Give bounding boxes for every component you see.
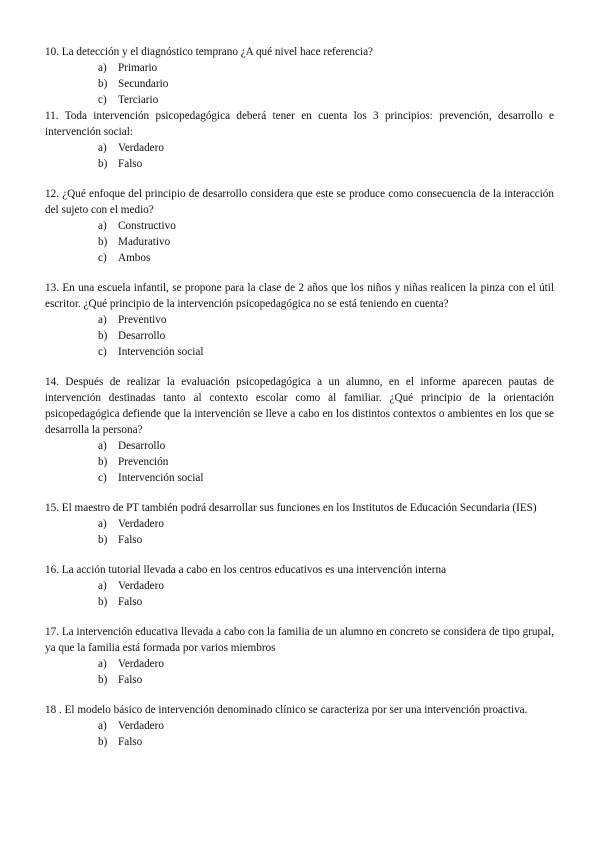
option-label: Desarrollo bbox=[118, 440, 166, 452]
option-label: Falso bbox=[118, 596, 143, 608]
option-label: Verdadero bbox=[118, 720, 164, 732]
option-label: Verdadero bbox=[118, 580, 164, 592]
option-letter: c) bbox=[98, 252, 107, 264]
question-15 bbox=[45, 500, 554, 548]
spacer bbox=[45, 360, 554, 374]
options-list bbox=[45, 718, 554, 750]
option-letter: c) bbox=[98, 472, 107, 484]
option-letter: c) bbox=[98, 346, 107, 358]
option-label: Prevención bbox=[118, 456, 169, 468]
option-letter: a) bbox=[98, 518, 107, 530]
option-c bbox=[45, 92, 554, 108]
option-letter: b) bbox=[98, 236, 108, 248]
question-text: 18 . El modelo básico de intervención denominado clínico se caracteriza por ser una intervención proactiva. bbox=[45, 704, 528, 716]
option-a bbox=[45, 718, 554, 734]
option-label: Madurativo bbox=[118, 236, 171, 248]
option-label: Preventivo bbox=[118, 314, 167, 326]
option-c bbox=[45, 250, 554, 266]
question-text: 13. En una escuela infantil, se propone para la clase de 2 años que los niños y niñas realicen la pinza con el útil escritor. ¿Qué principio de la intervención psicopedagógica no se está teniendo en cuenta? bbox=[45, 282, 554, 310]
option-a bbox=[45, 656, 554, 672]
option-letter: b) bbox=[98, 736, 108, 748]
option-label: Falso bbox=[118, 674, 143, 686]
option-letter: a) bbox=[98, 720, 107, 732]
question-18 bbox=[45, 702, 554, 750]
option-b bbox=[45, 328, 554, 344]
option-letter: a) bbox=[98, 658, 107, 670]
option-letter: a) bbox=[98, 62, 107, 74]
options-list bbox=[45, 312, 554, 360]
spacer bbox=[45, 486, 554, 500]
option-letter: b) bbox=[98, 158, 108, 170]
spacer bbox=[45, 172, 554, 186]
option-letter: a) bbox=[98, 220, 107, 232]
question-12 bbox=[45, 186, 554, 266]
option-b bbox=[45, 734, 554, 750]
option-a bbox=[45, 60, 554, 76]
option-label: Verdadero bbox=[118, 658, 164, 670]
option-b bbox=[45, 76, 554, 92]
options-list bbox=[45, 438, 554, 486]
option-c bbox=[45, 470, 554, 486]
option-letter: b) bbox=[98, 674, 108, 686]
options-list bbox=[45, 578, 554, 610]
option-label: Terciario bbox=[118, 94, 159, 106]
spacer bbox=[45, 610, 554, 624]
option-label: Falso bbox=[118, 736, 143, 748]
option-letter: a) bbox=[98, 580, 107, 592]
question-text: 11. Toda intervención psicopedagógica deberá tener en cuenta los 3 principios: prevención, desarrollo e intervención social: bbox=[45, 110, 554, 138]
option-label: Falso bbox=[118, 534, 143, 546]
option-letter: a) bbox=[98, 142, 107, 154]
option-b bbox=[45, 594, 554, 610]
option-a bbox=[45, 578, 554, 594]
question-text: 10. La detección y el diagnóstico temprano ¿A qué nivel hace referencia? bbox=[45, 46, 374, 58]
option-a bbox=[45, 438, 554, 454]
option-letter: b) bbox=[98, 456, 108, 468]
option-c bbox=[45, 344, 554, 360]
options-list bbox=[45, 60, 554, 108]
options-list bbox=[45, 656, 554, 688]
option-a bbox=[45, 218, 554, 234]
options-list bbox=[45, 218, 554, 266]
option-label: Desarrollo bbox=[118, 330, 166, 342]
option-letter: b) bbox=[98, 534, 108, 546]
question-text: 12. ¿Qué enfoque del principio de desarrollo considera que este se produce como consecuencia de la interacción del sujeto con el medio? bbox=[45, 188, 554, 216]
options-list bbox=[45, 516, 554, 548]
option-label: Intervención social bbox=[118, 472, 204, 484]
document-page bbox=[45, 44, 554, 750]
option-letter: c) bbox=[98, 94, 107, 106]
spacer bbox=[45, 266, 554, 280]
question-text: 14. Después de realizar la evaluación psicopedagógica a un alumno, en el informe aparecen pautas de intervención destinadas tanto al contexto escolar como al familiar. ¿Qué principio de la orientación psicopedagógica defiende que la intervención se lleve a cabo en los distintos contextos o ambientes en los que se desarrolla la persona? bbox=[45, 376, 554, 436]
option-b bbox=[45, 454, 554, 470]
question-14 bbox=[45, 374, 554, 486]
option-label: Falso bbox=[118, 158, 143, 170]
option-letter: b) bbox=[98, 78, 108, 90]
option-b bbox=[45, 234, 554, 250]
question-13 bbox=[45, 280, 554, 360]
option-a bbox=[45, 312, 554, 328]
option-b bbox=[45, 156, 554, 172]
options-list bbox=[45, 140, 554, 172]
option-letter: b) bbox=[98, 596, 108, 608]
option-b bbox=[45, 672, 554, 688]
question-text: 17. La intervención educativa llevada a cabo con la familia de un alumno en concreto se considera de tipo grupal, ya que la familia está formada por varios miembros bbox=[45, 626, 554, 654]
question-text: 15. El maestro de PT también podrá desarrollar sus funciones en los Institutos de Educación Secundaria (IES) bbox=[45, 502, 537, 514]
option-label: Secundario bbox=[118, 78, 169, 90]
option-letter: a) bbox=[98, 440, 107, 452]
option-letter: a) bbox=[98, 314, 107, 326]
option-label: Primario bbox=[118, 62, 158, 74]
option-b bbox=[45, 532, 554, 548]
spacer bbox=[45, 548, 554, 562]
option-label: Verdadero bbox=[118, 142, 164, 154]
option-a bbox=[45, 516, 554, 532]
question-17 bbox=[45, 624, 554, 688]
option-label: Verdadero bbox=[118, 518, 164, 530]
question-11 bbox=[45, 108, 554, 172]
question-16 bbox=[45, 562, 554, 610]
option-label: Intervención social bbox=[118, 346, 204, 358]
spacer bbox=[45, 688, 554, 702]
question-text: 16. La acción tutorial llevada a cabo en los centros educativos es una intervención interna bbox=[45, 564, 447, 576]
option-label: Constructivo bbox=[118, 220, 176, 232]
option-label: Ambos bbox=[118, 252, 151, 264]
option-letter: b) bbox=[98, 330, 108, 342]
question-10 bbox=[45, 44, 554, 108]
option-a bbox=[45, 140, 554, 156]
